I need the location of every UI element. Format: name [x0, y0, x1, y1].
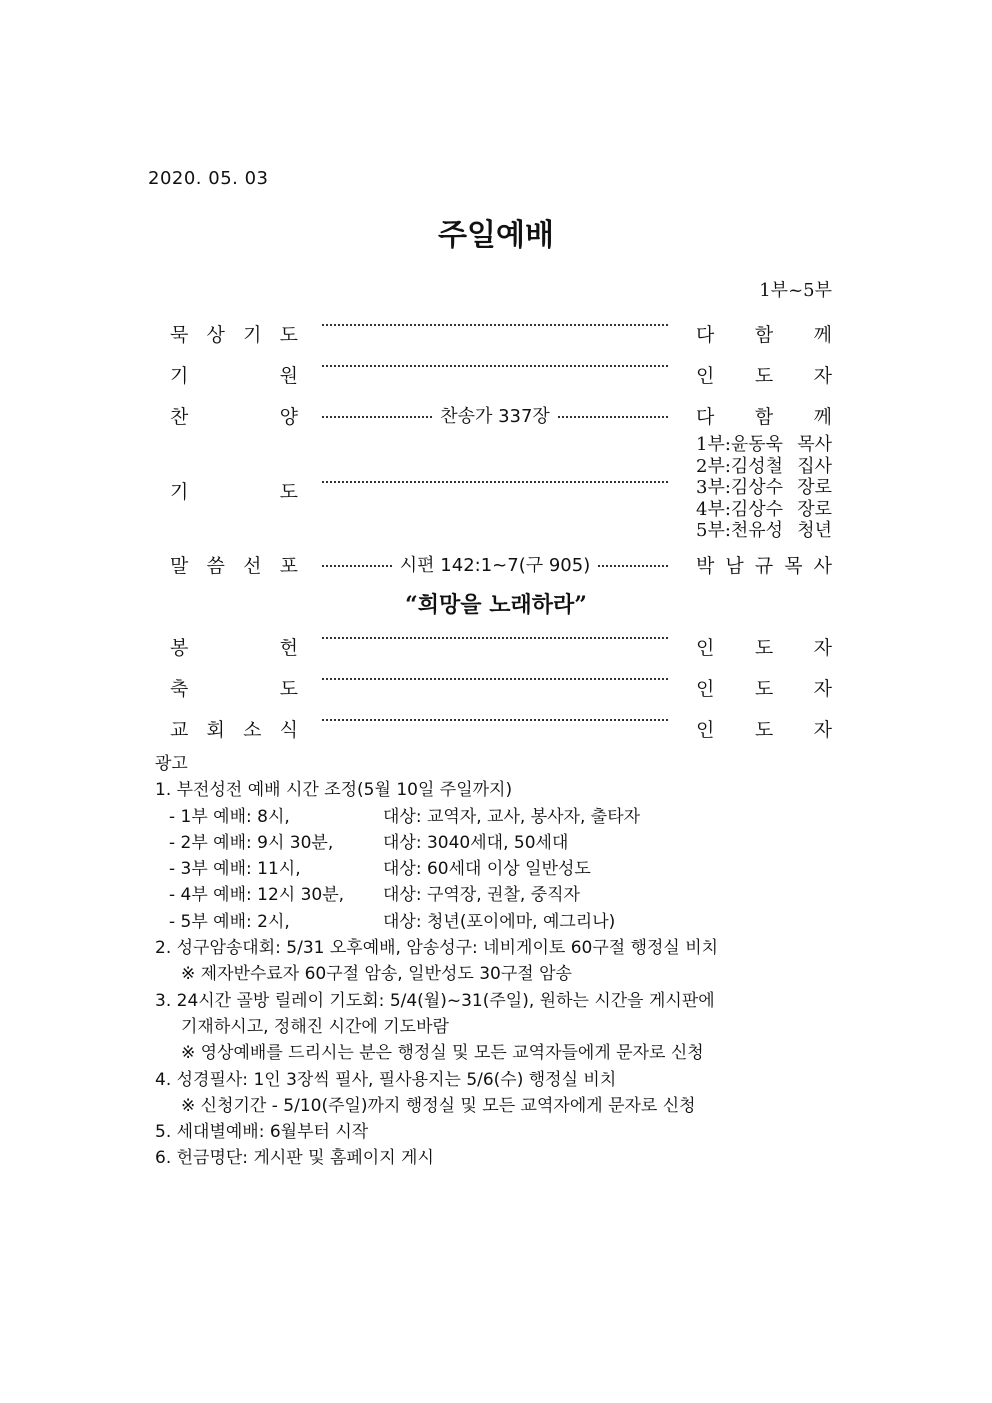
ad-sub-item: - 3부 예배: 11시, 대상: 60세대 이상 일반성도	[169, 859, 591, 880]
order-leader: 박 남 규 목 사	[696, 555, 832, 577]
ad-note: ※ 제자반수료자 60구절 암송, 일반성도 30구절 암송	[181, 964, 572, 985]
sermon-title: “희망을 노래하라”	[405, 592, 587, 618]
order-leader: 인 도 자	[696, 365, 832, 387]
dot-leader	[322, 320, 668, 326]
dot-leader	[322, 674, 668, 680]
ad-item: 5. 세대별예배: 6월부터 시작	[155, 1122, 369, 1143]
order-label: 봉 헌	[170, 637, 298, 659]
ad-note: ※ 영상예배를 드리시는 분은 행정실 및 모든 교역자들에게 문자로 신청	[181, 1043, 704, 1064]
dot-leader	[322, 477, 668, 483]
order-label: 교 회 소 식	[170, 719, 298, 741]
prayer-leader: 3부:김상수 장로	[696, 477, 832, 498]
order-label: 묵 상 기 도	[170, 324, 298, 346]
order-detail: 시편 142:1~7(구 905)	[399, 555, 591, 576]
ad-item-continued: 기재하시고, 정해진 시간에 기도바람	[181, 1016, 449, 1037]
prayer-leader: 1부:윤동욱 목사	[696, 434, 832, 455]
dot-leader	[322, 402, 668, 428]
dot-leader	[322, 715, 668, 721]
ad-sub-item: - 5부 예배: 2시, 대상: 청년(포이에마, 예그리나)	[169, 911, 616, 932]
order-label: 기 원	[170, 365, 298, 387]
order-label: 축 도	[170, 678, 298, 700]
ad-sub-item: - 1부 예배: 8시, 대상: 교역자, 교사, 봉사자, 출타자	[169, 806, 641, 827]
dot-leader	[322, 361, 668, 367]
prayer-leaders	[696, 434, 832, 542]
ad-note: ※ 신청기간 - 5/10(주일)까지 행정실 및 모든 교역자에게 문자로 신청	[181, 1095, 696, 1116]
order-leader: 다 함 께	[696, 324, 832, 346]
order-leader: 인 도 자	[696, 719, 832, 741]
ad-item: 2. 성구암송대회: 5/31 오후예배, 암송성구: 네비게이토 60구절 행정실 비치	[155, 938, 719, 959]
bulletin-date: 2020. 05. 03	[148, 168, 269, 189]
ad-item: 3. 24시간 골방 릴레이 기도회: 5/4(월)~31(주일), 원하는 시간을 게시판에	[155, 990, 715, 1011]
service-parts: 1부~5부	[759, 280, 832, 301]
order-detail: 찬송가 337장	[440, 406, 550, 427]
order-label: 말 씀 선 포	[170, 555, 298, 577]
ad-sub-item: - 2부 예배: 9시 30분, 대상: 3040세대, 50세대	[169, 832, 569, 853]
ad-item: 4. 성경필사: 1인 3장씩 필사, 필사용지는 5/6(수) 행정실 비치	[155, 1069, 617, 1090]
dot-leader	[322, 551, 668, 577]
dot-leader	[322, 633, 668, 639]
ad-item: 6. 헌금명단: 게시판 및 홈페이지 게시	[155, 1148, 434, 1169]
ads-heading: 광고	[155, 754, 188, 774]
prayer-leader: 5부:천유성 청년	[696, 520, 832, 541]
order-leader: 다 함 께	[696, 406, 832, 428]
order-label: 기 도	[170, 481, 298, 503]
page-title: 주일예배	[438, 218, 554, 253]
prayer-leader: 2부:김성철 집사	[696, 455, 832, 477]
prayer-leader: 4부:김상수 장로	[696, 498, 832, 520]
ad-item: 1. 부전성전 예배 시간 조정(5월 10일 주일까지)	[155, 780, 513, 801]
order-leader: 인 도 자	[696, 637, 832, 659]
ad-sub-item: - 4부 예배: 12시 30분, 대상: 구역장, 권찰, 중직자	[169, 885, 580, 906]
order-leader: 인 도 자	[696, 678, 832, 700]
announcements	[155, 751, 718, 1172]
order-label: 찬 양	[170, 406, 298, 428]
